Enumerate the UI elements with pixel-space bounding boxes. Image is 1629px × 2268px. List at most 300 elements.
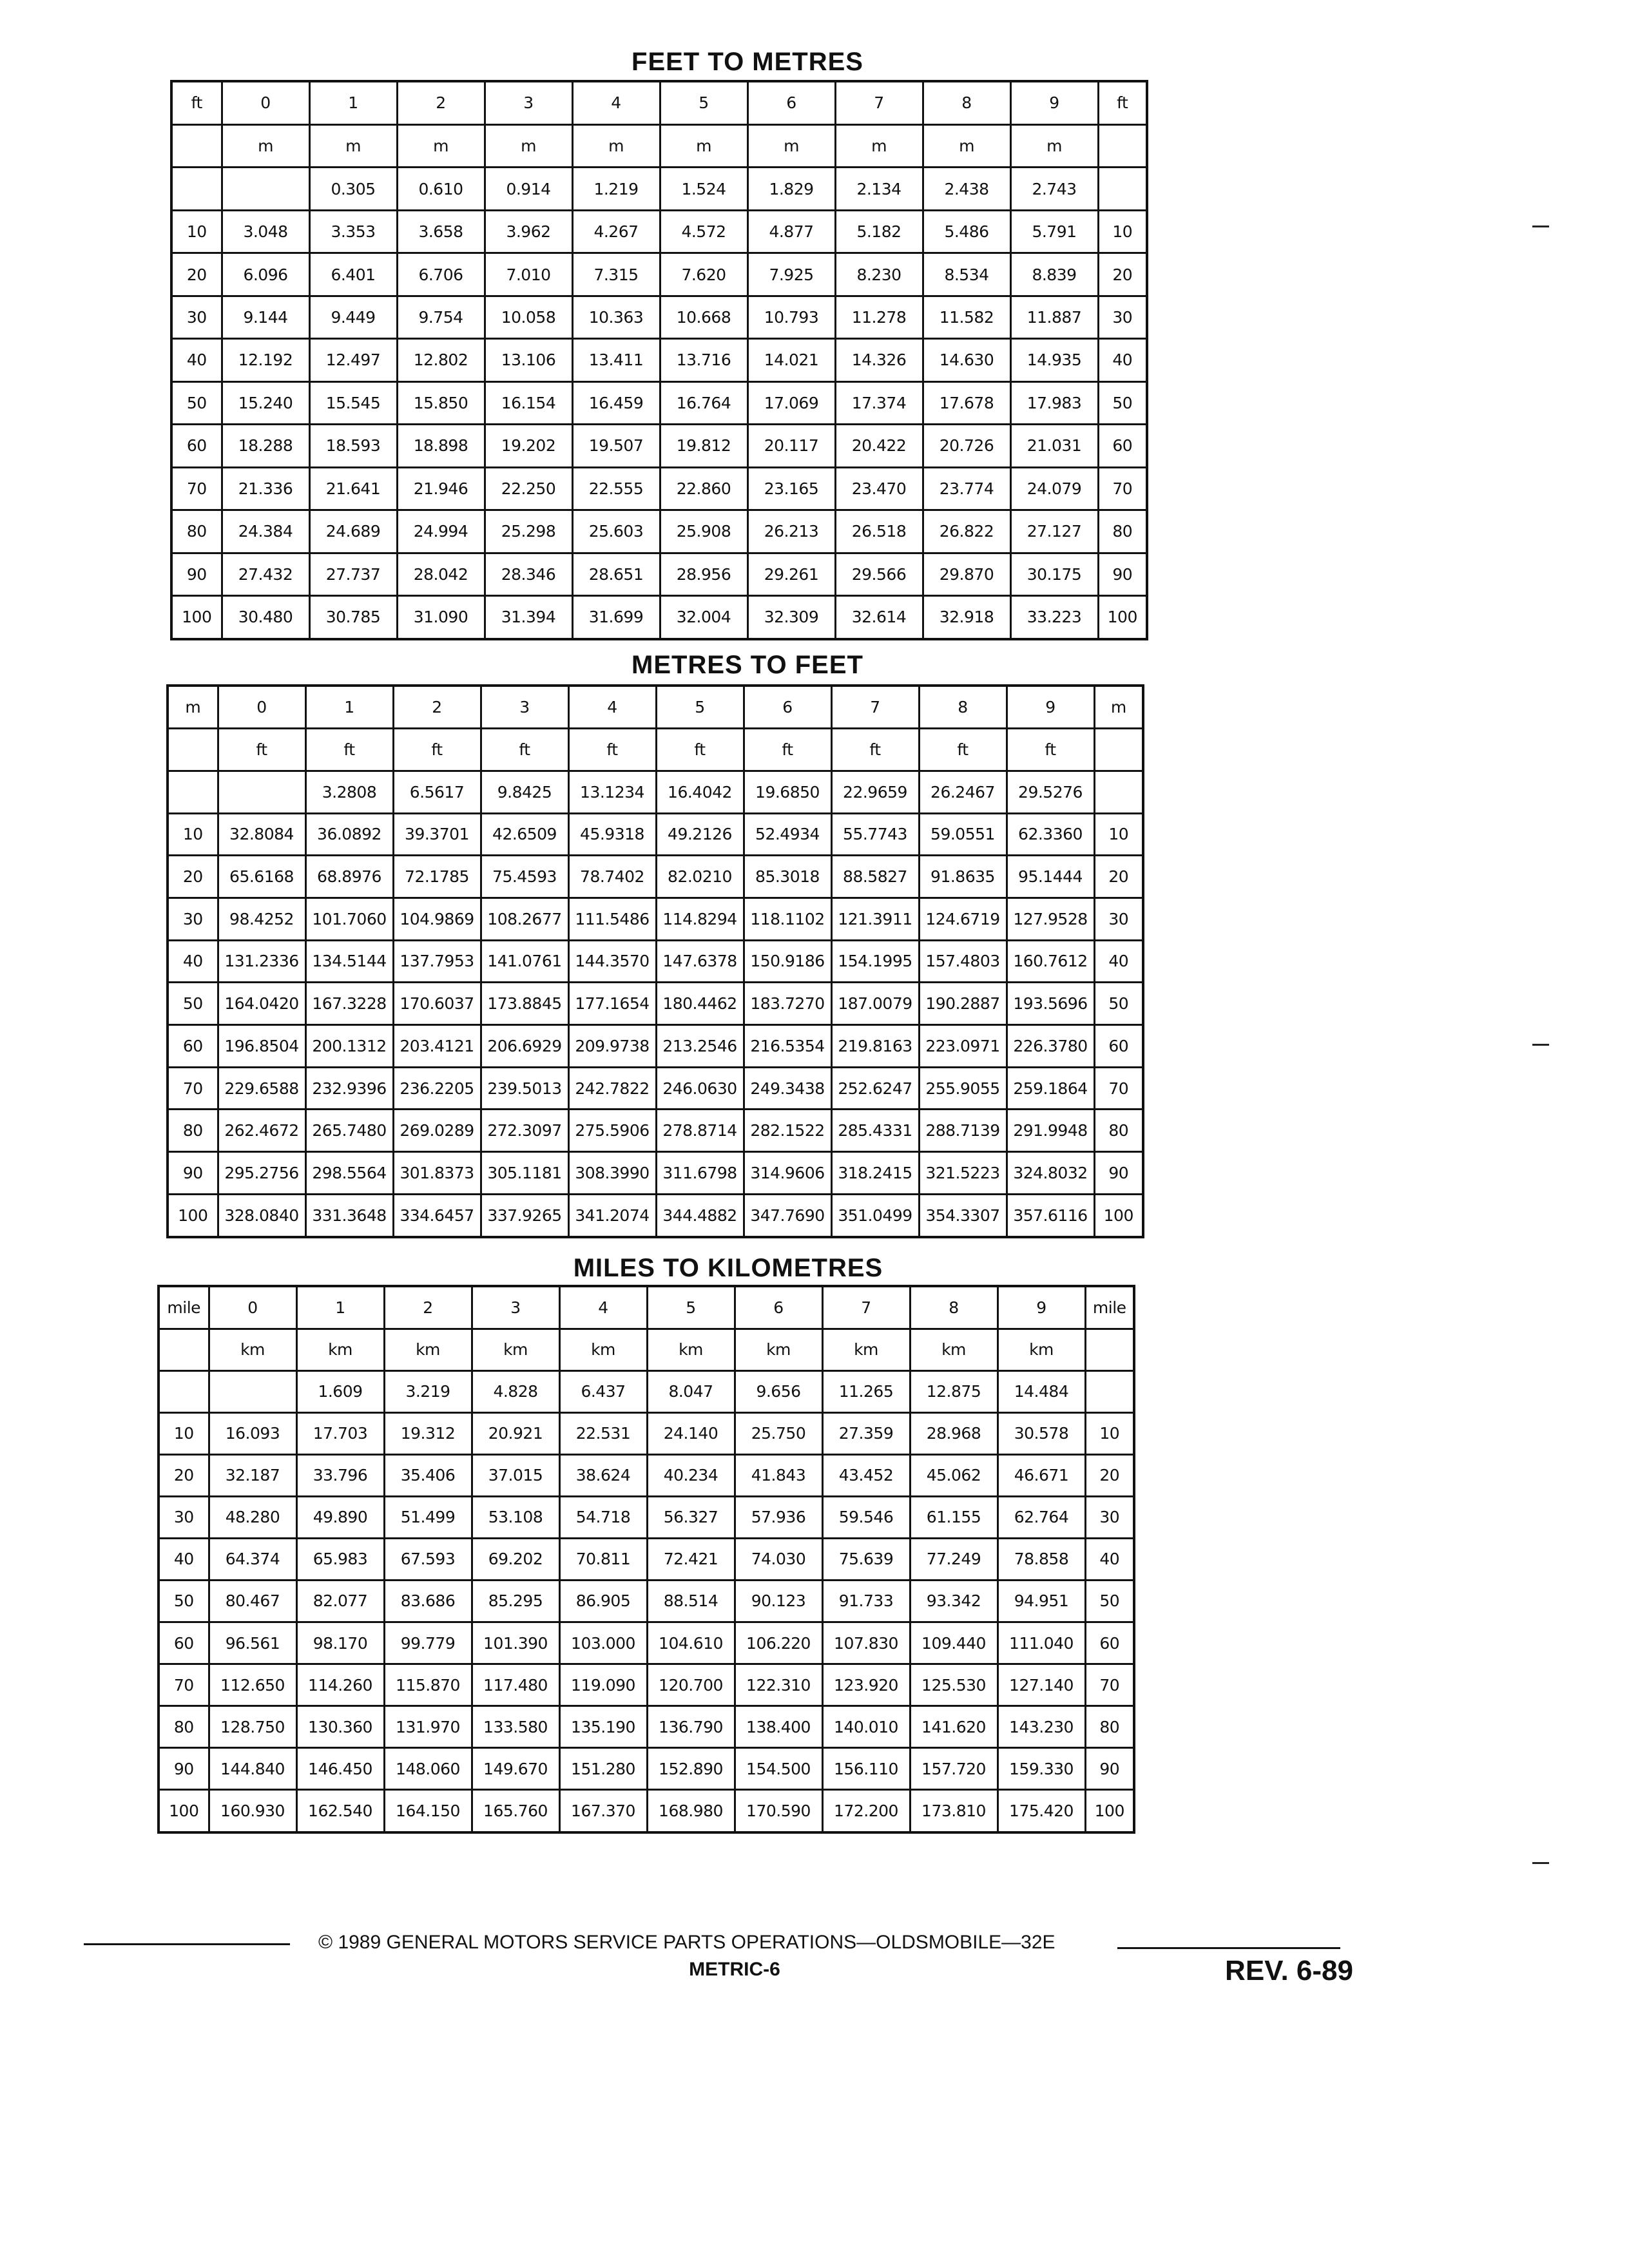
unit-cell: ft	[744, 729, 831, 771]
row-label-cell: 10	[171, 210, 222, 253]
value-cell: 0.610	[397, 168, 485, 210]
row-label-cell	[1085, 1370, 1134, 1412]
value-cell: 318.2415	[831, 1152, 919, 1195]
value-cell: 160.7612	[1007, 940, 1094, 983]
value-cell: 22.860	[660, 467, 747, 510]
table-row	[171, 339, 1147, 381]
value-cell: 23.470	[835, 467, 923, 510]
row-label-cell: 60	[1098, 425, 1147, 467]
value-cell: 308.3990	[568, 1152, 656, 1195]
value-cell: 164.0420	[218, 983, 305, 1025]
value-cell: 30.578	[998, 1412, 1085, 1454]
table-row	[159, 1370, 1134, 1412]
unit-row	[168, 729, 1143, 771]
row-label-cell: 50	[159, 1580, 209, 1622]
value-cell: 6.401	[309, 253, 397, 296]
value-cell: 4.828	[472, 1370, 559, 1412]
value-cell: 88.514	[647, 1580, 735, 1622]
value-cell: 26.518	[835, 510, 923, 553]
value-cell: 22.250	[485, 467, 572, 510]
digit-header-cell: 6	[744, 686, 831, 729]
value-cell: 59.0551	[919, 813, 1007, 856]
value-cell: 15.240	[222, 381, 309, 424]
value-cell: 22.555	[572, 467, 660, 510]
value-cell: 3.048	[222, 210, 309, 253]
row-label-cell: 40	[1094, 940, 1143, 983]
row-label-cell: 100	[159, 1790, 209, 1832]
value-cell: 94.951	[998, 1580, 1085, 1622]
value-cell: 24.140	[647, 1412, 735, 1454]
value-cell: 55.7743	[831, 813, 919, 856]
value-cell: 24.689	[309, 510, 397, 553]
table-row	[171, 510, 1147, 553]
value-cell: 16.093	[209, 1412, 296, 1454]
value-cell: 17.678	[923, 381, 1010, 424]
digit-header-cell: 3	[485, 81, 572, 124]
value-cell: 13.411	[572, 339, 660, 381]
value-cell: 305.1181	[481, 1152, 568, 1195]
value-cell: 347.7690	[744, 1194, 831, 1237]
value-cell: 7.315	[572, 253, 660, 296]
digit-header-cell: 1	[305, 686, 393, 729]
value-cell: 32.614	[835, 595, 923, 639]
value-cell: 107.830	[822, 1622, 910, 1664]
table-row	[171, 425, 1147, 467]
value-cell: 43.452	[822, 1454, 910, 1496]
row-label-cell: 20	[1085, 1454, 1134, 1496]
row-label-cell: 60	[168, 1025, 218, 1068]
value-cell: 24.384	[222, 510, 309, 553]
value-cell: 14.935	[1010, 339, 1098, 381]
value-cell: 7.620	[660, 253, 747, 296]
table-row	[171, 296, 1147, 338]
value-cell: 19.202	[485, 425, 572, 467]
table-row	[168, 1067, 1143, 1110]
value-cell: 291.9948	[1007, 1110, 1094, 1152]
value-cell: 32.918	[923, 595, 1010, 639]
unit-cell: ft	[393, 729, 481, 771]
value-cell: 30.175	[1010, 553, 1098, 595]
row-label-cell	[1094, 771, 1143, 813]
value-cell: 172.200	[822, 1790, 910, 1832]
value-cell: 23.774	[923, 467, 1010, 510]
digit-header-cell: 2	[397, 81, 485, 124]
table-row	[168, 856, 1143, 898]
value-cell: 86.905	[559, 1580, 647, 1622]
value-cell: 30.480	[222, 595, 309, 639]
value-cell: 239.5013	[481, 1067, 568, 1110]
value-cell: 137.7953	[393, 940, 481, 983]
table-row	[171, 168, 1147, 210]
value-cell: 6.437	[559, 1370, 647, 1412]
value-cell: 1.524	[660, 168, 747, 210]
value-cell: 12.192	[222, 339, 309, 381]
value-cell: 32.309	[747, 595, 835, 639]
value-cell: 216.5354	[744, 1025, 831, 1068]
value-cell: 328.0840	[218, 1194, 305, 1237]
unit-cell: ft	[218, 729, 305, 771]
unit-header-cell: m	[168, 686, 218, 729]
value-cell: 200.1312	[305, 1025, 393, 1068]
digit-header-row	[171, 81, 1147, 124]
value-cell: 168.980	[647, 1790, 735, 1832]
digit-header-cell: 7	[835, 81, 923, 124]
value-cell: 123.920	[822, 1664, 910, 1706]
table-row	[168, 1025, 1143, 1068]
value-cell: 65.6168	[218, 856, 305, 898]
row-label-cell: 80	[1085, 1706, 1134, 1748]
value-cell: 259.1864	[1007, 1067, 1094, 1110]
value-cell: 206.6929	[481, 1025, 568, 1068]
value-cell: 16.764	[660, 381, 747, 424]
digit-header-cell: 7	[831, 686, 919, 729]
row-label-cell: 20	[159, 1454, 209, 1496]
value-cell: 104.9869	[393, 898, 481, 940]
digit-header-cell: 5	[656, 686, 744, 729]
value-cell: 101.7060	[305, 898, 393, 940]
value-cell: 98.170	[296, 1622, 384, 1664]
row-label-cell: 70	[1085, 1664, 1134, 1706]
row-label-cell: 90	[168, 1152, 218, 1195]
value-cell: 95.1444	[1007, 856, 1094, 898]
value-cell: 85.295	[472, 1580, 559, 1622]
value-cell: 3.658	[397, 210, 485, 253]
row-label-cell: 100	[1094, 1194, 1143, 1237]
table-row	[159, 1412, 1134, 1454]
value-cell: 6.5617	[393, 771, 481, 813]
value-cell: 18.288	[222, 425, 309, 467]
unit-cell: m	[309, 124, 397, 167]
value-cell: 61.155	[910, 1496, 998, 1538]
value-cell: 27.737	[309, 553, 397, 595]
value-cell: 140.010	[822, 1706, 910, 1748]
row-label-cell: 100	[1085, 1790, 1134, 1832]
table-row	[168, 1110, 1143, 1152]
value-cell: 46.671	[998, 1454, 1085, 1496]
value-cell: 30.785	[309, 595, 397, 639]
value-cell: 20.117	[747, 425, 835, 467]
value-cell: 334.6457	[393, 1194, 481, 1237]
value-cell: 33.223	[1010, 595, 1098, 639]
value-cell: 135.190	[559, 1706, 647, 1748]
row-label-cell: 100	[1098, 595, 1147, 639]
value-cell: 223.0971	[919, 1025, 1007, 1068]
digit-header-cell: 4	[559, 1286, 647, 1329]
value-cell: 144.3570	[568, 940, 656, 983]
page-number: METRIC-6	[689, 1959, 780, 1980]
value-cell: 14.326	[835, 339, 923, 381]
value-cell: 75.4593	[481, 856, 568, 898]
value-cell: 74.030	[735, 1538, 822, 1580]
value-cell: 311.6798	[656, 1152, 744, 1195]
value-cell: 72.1785	[393, 856, 481, 898]
row-label-cell: 70	[171, 467, 222, 510]
value-cell	[218, 771, 305, 813]
value-cell: 108.2677	[481, 898, 568, 940]
value-cell: 11.582	[923, 296, 1010, 338]
value-cell: 128.750	[209, 1706, 296, 1748]
digit-header-cell: 9	[1010, 81, 1098, 124]
unit-cell: m	[835, 124, 923, 167]
value-cell: 62.3360	[1007, 813, 1094, 856]
value-cell: 20.726	[923, 425, 1010, 467]
value-cell: 101.390	[472, 1622, 559, 1664]
value-cell: 3.2808	[305, 771, 393, 813]
value-cell: 99.779	[384, 1622, 472, 1664]
value-cell: 78.858	[998, 1538, 1085, 1580]
value-cell: 22.9659	[831, 771, 919, 813]
value-cell: 114.260	[296, 1664, 384, 1706]
value-cell: 354.3307	[919, 1194, 1007, 1237]
value-cell: 35.406	[384, 1454, 472, 1496]
value-cell: 10.058	[485, 296, 572, 338]
table-row	[171, 381, 1147, 424]
unit-header-cell: m	[1094, 686, 1143, 729]
value-cell: 12.802	[397, 339, 485, 381]
value-cell: 134.5144	[305, 940, 393, 983]
value-cell: 9.754	[397, 296, 485, 338]
value-cell: 111.5486	[568, 898, 656, 940]
value-cell: 11.887	[1010, 296, 1098, 338]
table-row	[171, 553, 1147, 595]
value-cell: 170.590	[735, 1790, 822, 1832]
table-row	[171, 210, 1147, 253]
value-cell: 1.609	[296, 1370, 384, 1412]
value-cell: 45.062	[910, 1454, 998, 1496]
value-cell: 236.2205	[393, 1067, 481, 1110]
value-cell: 91.8635	[919, 856, 1007, 898]
digit-header-cell: 9	[998, 1286, 1085, 1329]
value-cell: 85.3018	[744, 856, 831, 898]
value-cell: 67.593	[384, 1538, 472, 1580]
value-cell: 6.096	[222, 253, 309, 296]
value-cell: 3.219	[384, 1370, 472, 1412]
value-cell: 138.400	[735, 1706, 822, 1748]
value-cell: 22.531	[559, 1412, 647, 1454]
blank-cell	[159, 1329, 209, 1370]
digit-header-cell: 6	[747, 81, 835, 124]
value-cell: 152.890	[647, 1748, 735, 1790]
value-cell: 114.8294	[656, 898, 744, 940]
value-cell: 130.360	[296, 1706, 384, 1748]
blank-cell	[1098, 124, 1147, 167]
table-title-metres-to-feet: METRES TO FEET	[631, 651, 863, 679]
value-cell: 272.3097	[481, 1110, 568, 1152]
value-cell: 16.154	[485, 381, 572, 424]
value-cell: 0.305	[309, 168, 397, 210]
value-cell: 298.5564	[305, 1152, 393, 1195]
value-cell: 124.6719	[919, 898, 1007, 940]
value-cell: 93.342	[910, 1580, 998, 1622]
value-cell: 5.486	[923, 210, 1010, 253]
value-cell: 196.8504	[218, 1025, 305, 1068]
value-cell: 90.123	[735, 1580, 822, 1622]
margin-tick	[1532, 1044, 1549, 1046]
value-cell: 82.0210	[656, 856, 744, 898]
value-cell: 16.459	[572, 381, 660, 424]
value-cell: 23.165	[747, 467, 835, 510]
value-cell: 96.561	[209, 1622, 296, 1664]
value-cell: 165.760	[472, 1790, 559, 1832]
unit-cell: ft	[481, 729, 568, 771]
value-cell: 59.546	[822, 1496, 910, 1538]
value-cell: 136.790	[647, 1706, 735, 1748]
value-cell: 190.2887	[919, 983, 1007, 1025]
table-row	[159, 1496, 1134, 1538]
value-cell: 54.718	[559, 1496, 647, 1538]
row-label-cell: 50	[171, 381, 222, 424]
table-row	[168, 771, 1143, 813]
table-row	[168, 813, 1143, 856]
row-label-cell: 30	[171, 296, 222, 338]
value-cell: 48.280	[209, 1496, 296, 1538]
value-cell: 226.3780	[1007, 1025, 1094, 1068]
digit-header-cell: 2	[384, 1286, 472, 1329]
row-label-cell: 80	[1094, 1110, 1143, 1152]
unit-cell: m	[222, 124, 309, 167]
value-cell: 149.670	[472, 1748, 559, 1790]
unit-cell: km	[559, 1329, 647, 1370]
table-row	[159, 1454, 1134, 1496]
value-cell: 167.3228	[305, 983, 393, 1025]
value-cell: 21.946	[397, 467, 485, 510]
value-cell: 12.875	[910, 1370, 998, 1412]
value-cell: 49.890	[296, 1496, 384, 1538]
value-cell: 265.7480	[305, 1110, 393, 1152]
value-cell: 38.624	[559, 1454, 647, 1496]
value-cell: 117.480	[472, 1664, 559, 1706]
value-cell: 147.6378	[656, 940, 744, 983]
value-cell: 28.346	[485, 553, 572, 595]
metres-to-feet-table	[166, 684, 1144, 1238]
value-cell: 321.5223	[919, 1152, 1007, 1195]
value-cell: 285.4331	[831, 1110, 919, 1152]
row-label-cell: 40	[168, 940, 218, 983]
row-label-cell: 50	[1094, 983, 1143, 1025]
value-cell: 3.962	[485, 210, 572, 253]
row-label-cell	[1098, 168, 1147, 210]
value-cell: 173.810	[910, 1790, 998, 1832]
row-label-cell: 10	[168, 813, 218, 856]
digit-header-cell: 8	[910, 1286, 998, 1329]
margin-tick	[1532, 226, 1549, 227]
row-label-cell: 90	[1085, 1748, 1134, 1790]
row-label-cell: 30	[1098, 296, 1147, 338]
value-cell: 26.213	[747, 510, 835, 553]
value-cell: 32.187	[209, 1454, 296, 1496]
value-cell: 28.968	[910, 1412, 998, 1454]
row-label-cell: 90	[1098, 553, 1147, 595]
digit-header-cell: 7	[822, 1286, 910, 1329]
value-cell: 162.540	[296, 1790, 384, 1832]
row-label-cell	[171, 168, 222, 210]
value-cell: 65.983	[296, 1538, 384, 1580]
table-row	[171, 253, 1147, 296]
value-cell: 255.9055	[919, 1067, 1007, 1110]
value-cell: 324.8032	[1007, 1152, 1094, 1195]
row-label-cell: 40	[1098, 339, 1147, 381]
value-cell: 112.650	[209, 1664, 296, 1706]
unit-cell: m	[572, 124, 660, 167]
unit-cell: ft	[568, 729, 656, 771]
value-cell: 82.077	[296, 1580, 384, 1622]
table-row	[168, 940, 1143, 983]
value-cell: 42.6509	[481, 813, 568, 856]
value-cell: 337.9265	[481, 1194, 568, 1237]
unit-row	[159, 1329, 1134, 1370]
margin-tick	[1532, 1862, 1549, 1864]
table-row	[171, 595, 1147, 639]
value-cell: 62.764	[998, 1496, 1085, 1538]
value-cell: 28.042	[397, 553, 485, 595]
value-cell: 278.8714	[656, 1110, 744, 1152]
value-cell: 175.420	[998, 1790, 1085, 1832]
value-cell: 9.8425	[481, 771, 568, 813]
row-label-cell: 50	[1098, 381, 1147, 424]
value-cell: 229.6588	[218, 1067, 305, 1110]
row-label-cell: 70	[1094, 1067, 1143, 1110]
row-label-cell: 40	[171, 339, 222, 381]
value-cell: 19.312	[384, 1412, 472, 1454]
value-cell: 154.500	[735, 1748, 822, 1790]
value-cell: 75.639	[822, 1538, 910, 1580]
table-title-miles-to-kilometres: MILES TO KILOMETRES	[573, 1254, 883, 1282]
value-cell: 219.8163	[831, 1025, 919, 1068]
value-cell: 25.603	[572, 510, 660, 553]
table-row	[159, 1706, 1134, 1748]
value-cell: 88.5827	[831, 856, 919, 898]
digit-header-cell: 8	[919, 686, 1007, 729]
row-label-cell: 100	[171, 595, 222, 639]
value-cell: 40.234	[647, 1454, 735, 1496]
row-label-cell: 70	[1098, 467, 1147, 510]
row-label-cell: 30	[168, 898, 218, 940]
value-cell: 13.1234	[568, 771, 656, 813]
value-cell: 5.182	[835, 210, 923, 253]
value-cell: 26.822	[923, 510, 1010, 553]
value-cell: 314.9606	[744, 1152, 831, 1195]
value-cell: 13.106	[485, 339, 572, 381]
value-cell: 1.219	[572, 168, 660, 210]
value-cell: 56.327	[647, 1496, 735, 1538]
copyright-line: © 1989 GENERAL MOTORS SERVICE PARTS OPERATIONS—OLDSMOBILE—32E	[318, 1932, 1055, 1953]
digit-header-cell: 0	[209, 1286, 296, 1329]
value-cell: 177.1654	[568, 983, 656, 1025]
value-cell: 301.8373	[393, 1152, 481, 1195]
value-cell: 17.703	[296, 1412, 384, 1454]
digit-header-cell: 8	[923, 81, 1010, 124]
unit-cell: m	[660, 124, 747, 167]
value-cell: 141.620	[910, 1706, 998, 1748]
table-row	[159, 1664, 1134, 1706]
value-cell: 203.4121	[393, 1025, 481, 1068]
value-cell: 232.9396	[305, 1067, 393, 1110]
value-cell: 10.668	[660, 296, 747, 338]
value-cell: 21.031	[1010, 425, 1098, 467]
unit-cell: ft	[1007, 729, 1094, 771]
digit-header-cell: 9	[1007, 686, 1094, 729]
value-cell: 295.2756	[218, 1152, 305, 1195]
value-cell: 72.421	[647, 1538, 735, 1580]
value-cell: 7.010	[485, 253, 572, 296]
value-cell: 32.004	[660, 595, 747, 639]
value-cell: 20.422	[835, 425, 923, 467]
row-label-cell: 50	[168, 983, 218, 1025]
unit-header-cell: ft	[1098, 81, 1147, 124]
value-cell: 16.4042	[656, 771, 744, 813]
row-label-cell: 40	[1085, 1538, 1134, 1580]
value-cell: 33.796	[296, 1454, 384, 1496]
